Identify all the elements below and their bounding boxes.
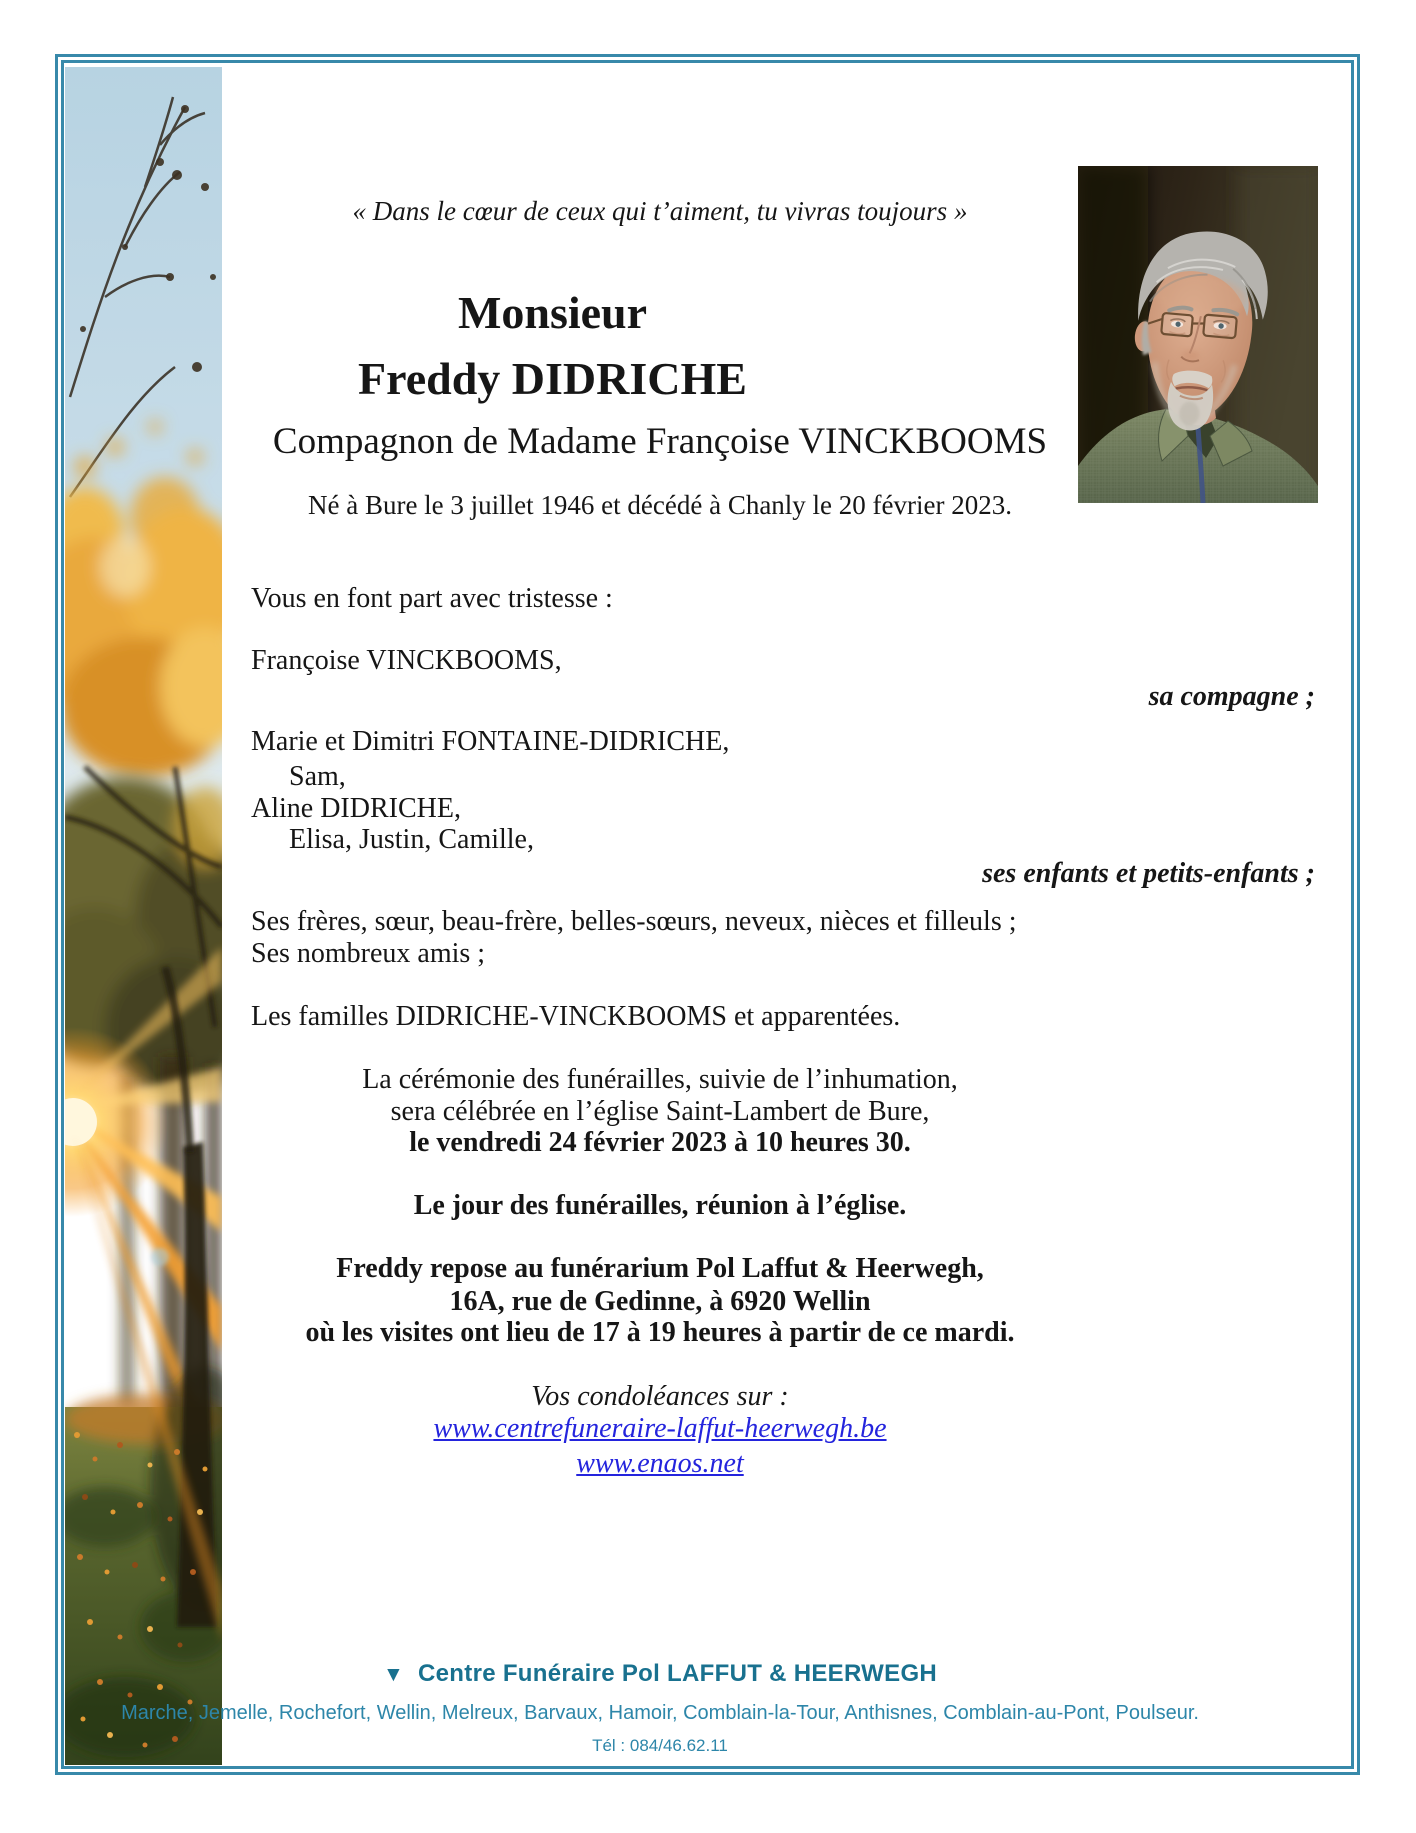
autumn-photo-art xyxy=(65,67,222,1765)
ceremony-line-1: La cérémonie des funérailles, suivie de l’inhumation, xyxy=(362,1064,958,1095)
repose-line-3: où les visites ont lieu de 17 à 19 heures à partir de ce mardi. xyxy=(305,1317,1015,1348)
grandchild-line-2: Elisa, Justin, Camille, xyxy=(289,824,534,855)
ceremony-line-2: sera célébrée en l’église Saint-Lambert de Bure, xyxy=(390,1096,930,1127)
funeral-home-website-link[interactable]: www.centrefuneraire-laffut-heerwegh.be xyxy=(433,1413,887,1444)
birth-death-line: Né à Bure le 3 juillet 1946 et décédé à Chanly le 20 février 2023. xyxy=(307,490,1012,520)
companion-subtitle: Compagnon de Madame Françoise VINCKBOOMS xyxy=(272,421,1048,462)
repose-line-1: Freddy repose au funérarium Pol Laffut & Heerwegh, xyxy=(336,1253,984,1284)
relatives-line-1: Ses frères, sœur, beau-frère, belles-sœurs, neveux, nièces et filleuls ; xyxy=(251,906,1017,937)
portrait-photo xyxy=(1078,166,1318,503)
announcement-intro: Vous en font part avec tristesse : xyxy=(251,583,613,614)
funeral-home-header xyxy=(120,1660,1200,1688)
enaos-website-link[interactable]: www.enaos.net xyxy=(576,1448,744,1479)
condolences-label: Vos condoléances sur : xyxy=(531,1381,789,1412)
children-label: ses enfants et petits-enfants ; xyxy=(982,858,1315,889)
condolences-link-row-1 xyxy=(230,1413,1090,1445)
condolences-link-row-2 xyxy=(230,1448,1090,1480)
deceased-name: Freddy DIDRICHE xyxy=(358,353,747,404)
funeral-home-locations: Marche, Jemelle, Rochefort, Wellin, Melreux, Barvaux, Hamoir, Comblain-la-Tour, Anthisnes, Comblain-au-Pont, Poulseur. xyxy=(121,1702,1199,1724)
relatives-line-2: Ses nombreux amis ; xyxy=(251,938,486,969)
child-line-1: Marie et Dimitri FONTAINE-DIDRICHE, xyxy=(251,726,730,757)
grandchild-line-1: Sam, xyxy=(289,761,346,792)
companion-name: Françoise VINCKBOOMS, xyxy=(251,645,562,676)
memorial-quote: « Dans le cœur de ceux qui t’aiment, tu vivras toujours » xyxy=(352,196,968,226)
autumn-photo xyxy=(65,67,222,1765)
companion-label: sa compagne ; xyxy=(1148,681,1315,712)
deceased-title: Monsieur xyxy=(457,287,648,338)
triangle-down-icon: ▼ xyxy=(382,1663,405,1686)
families-line: Les familles DIDRICHE-VINCKBOOMS et apparentées. xyxy=(251,1001,901,1032)
funeral-home-name: Centre Funéraire Pol LAFFUT & HEERWEGH xyxy=(418,1660,938,1687)
child-line-2: Aline DIDRICHE, xyxy=(251,793,461,824)
ceremony-date-line: le vendredi 24 février 2023 à 10 heures 30. xyxy=(409,1127,911,1158)
reunion-line: Le jour des funérailles, réunion à l’église. xyxy=(413,1190,907,1221)
repose-line-2: 16A, rue de Gedinne, à 6920 Wellin xyxy=(449,1286,871,1317)
funeral-home-phone: Tél : 084/46.62.11 xyxy=(592,1736,728,1755)
portrait-art xyxy=(1078,166,1318,503)
